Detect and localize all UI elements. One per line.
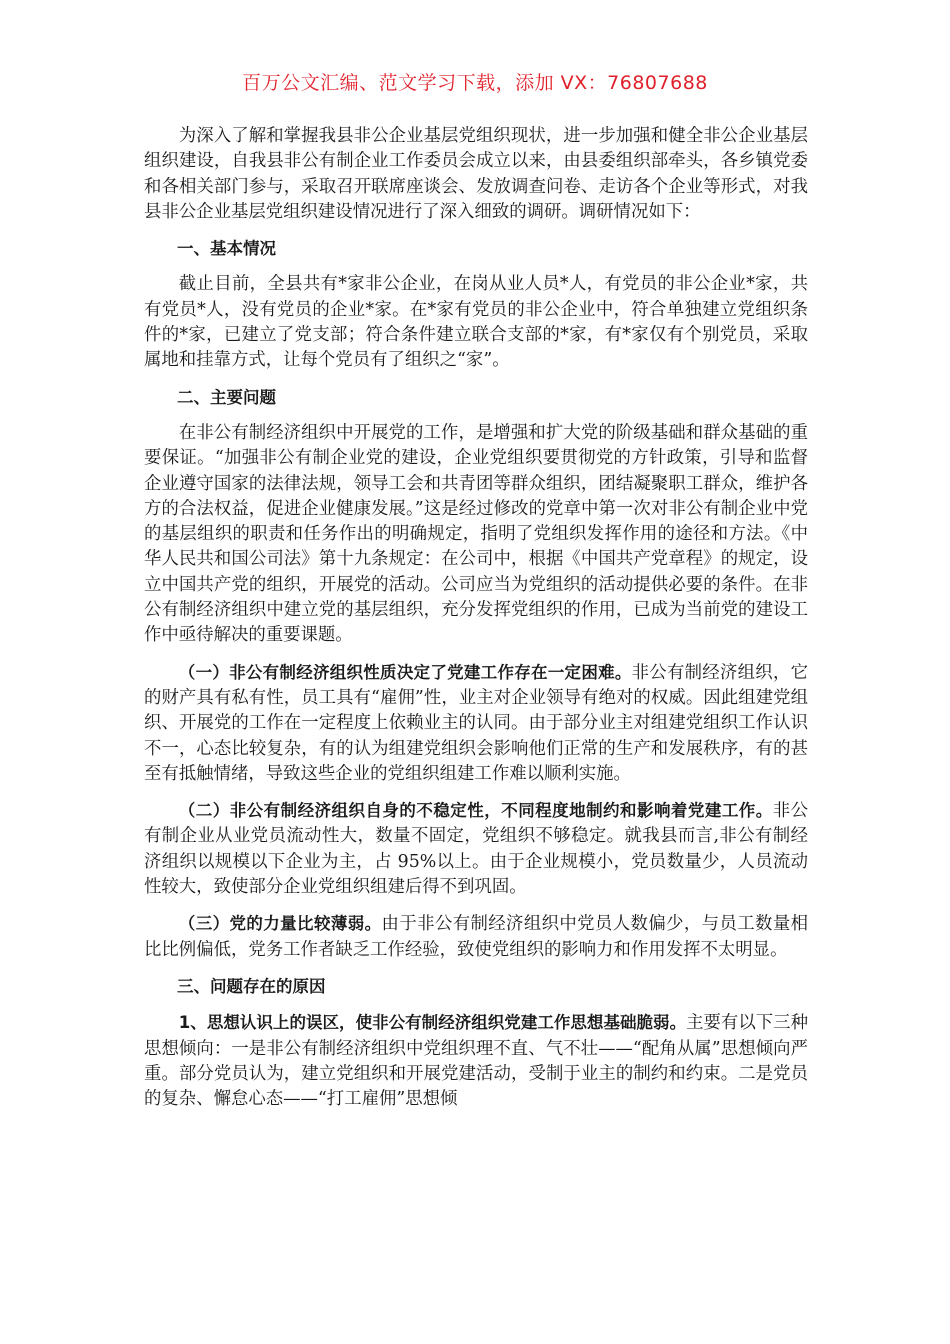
intro-paragraph: 为深入了解和掌握我县非公企业基层党组织现状，进一步加强和健全非公企业基层组织建设，自我县非公有制企业工作委员会成立以来，由县委组织部牵头，各乡镇党委和各相关部门参与，采取召开联席座谈会、发放调查问卷、走访各个企业等形式，对我县非公企业基层党组织建设情况进行了深入细致的调研。调研情况如下： — [144, 126, 808, 222]
document-body — [144, 124, 808, 1123]
basic-situation-paragraph: 截止目前，全县共有*家非公企业，在岗从业人员*人，有党员的非公企业*家，共有党员*人，没有党员的企业*家。在*家有党员的非公企业中，符合单独建立党组织条件的*家，已建立了党支部；符合条件建立联合支部的*家，有*家仅有个别党员，采取属地和挂靠方式，让每个党员有了组织之“家”。 — [144, 274, 808, 371]
problem-item-3 — [144, 911, 808, 963]
cause-item-1-lead: 1、思想认识上的误区，使非公有制经济组织党建工作思想基础脆弱。 — [178, 1013, 687, 1033]
cause-item-1 — [144, 1010, 808, 1112]
cause-item-1-text: 主要有以下三种思想倾向：一是非公有制经济组织中党组织理不直、气不壮——“配角从属”思想倾向严重。部分党员认为，建立党组织和开展党建活动，受制于业主的制约和约束。二是党员的复杂、懈怠心态——“打工雇佣”思想倾 — [144, 1013, 808, 1110]
problem-item-2-text: 非公有制企业从业党员流动性大，数量不固定，党组织不够稳定。就我县而言,非公有制经济组织以规模以下企业为主，占 95%以上。由于企业规模小，党员数量少，人员流动性较大，致使部分企业党组织组建后得不到巩固。 — [144, 801, 808, 898]
main-problems-paragraph: 在非公有制经济组织中开展党的工作，是增强和扩大党的阶级基础和群众基础的重要保证。“加强非公有制企业党的建设，企业党组织要贯彻党的方针政策，引导和监督企业遵守国家的法律法规，领导工会和共青团等群众组织，团结凝聚职工群众，维护各方的合法权益，促进企业健康发展。”这是经过修改的党章中第一次对非公有制企业中党的基层组织的职责和任务作出的明确规定，指明了党组织发挥作用的途径和方法。《中华人民共和国公司法》第十九条规定：在公司中，根据《中国共产党章程》的规定，设立中国共产党的组织，开展党的活动。公司应当为党组织的活动提供必要的条件。在非公有制经济组织中建立党的基层组织，充分发挥党组织的作用，已成为当前党的建设工作中亟待解决的重要课题。 — [144, 422, 808, 646]
watermark-banner: 百万公文汇编、范文学习下载，添加 VX：76807688 — [242, 72, 708, 94]
problem-item-3-text: 由于非公有制经济组织中党员人数偏少，与员工数量相比比例偏低，党务工作者缺乏工作经验，致使党组织的影响力和作用发挥不太明显。 — [144, 914, 809, 960]
problem-item-1-text: 非公有制经济组织，它的财产具有私有性，员工具有“雇佣”性，业主对企业领导有绝对的权威。因此组建党组织、开展党的工作在一定程度上依赖业主的认同。由于部分业主对组建党组织工作认识不一，心态比较复杂，有的认为组建党组织会影响他们正常的生产和发展秩序，有的甚至有抵触情绪，导致这些企业的党组织组建工作难以顺利实施。 — [144, 662, 808, 784]
problem-item-1-lead: （一）非公有制经济组织性质决定了党建工作存在一定困难。 — [178, 662, 632, 682]
section-heading-main-problems: 二、主要问题 — [177, 387, 276, 407]
problem-item-3-lead: （三）党的力量比较薄弱。 — [178, 914, 382, 934]
problem-item-2-lead: （二）非公有制经济组织自身的不稳定性，不同程度地制约和影响着党建工作。 — [178, 801, 773, 821]
problem-item-2 — [144, 798, 808, 900]
section-heading-causes: 三、问题存在的原因 — [177, 976, 326, 996]
problem-item-1 — [144, 660, 808, 787]
section-heading-basic-situation: 一、基本情况 — [177, 239, 276, 259]
